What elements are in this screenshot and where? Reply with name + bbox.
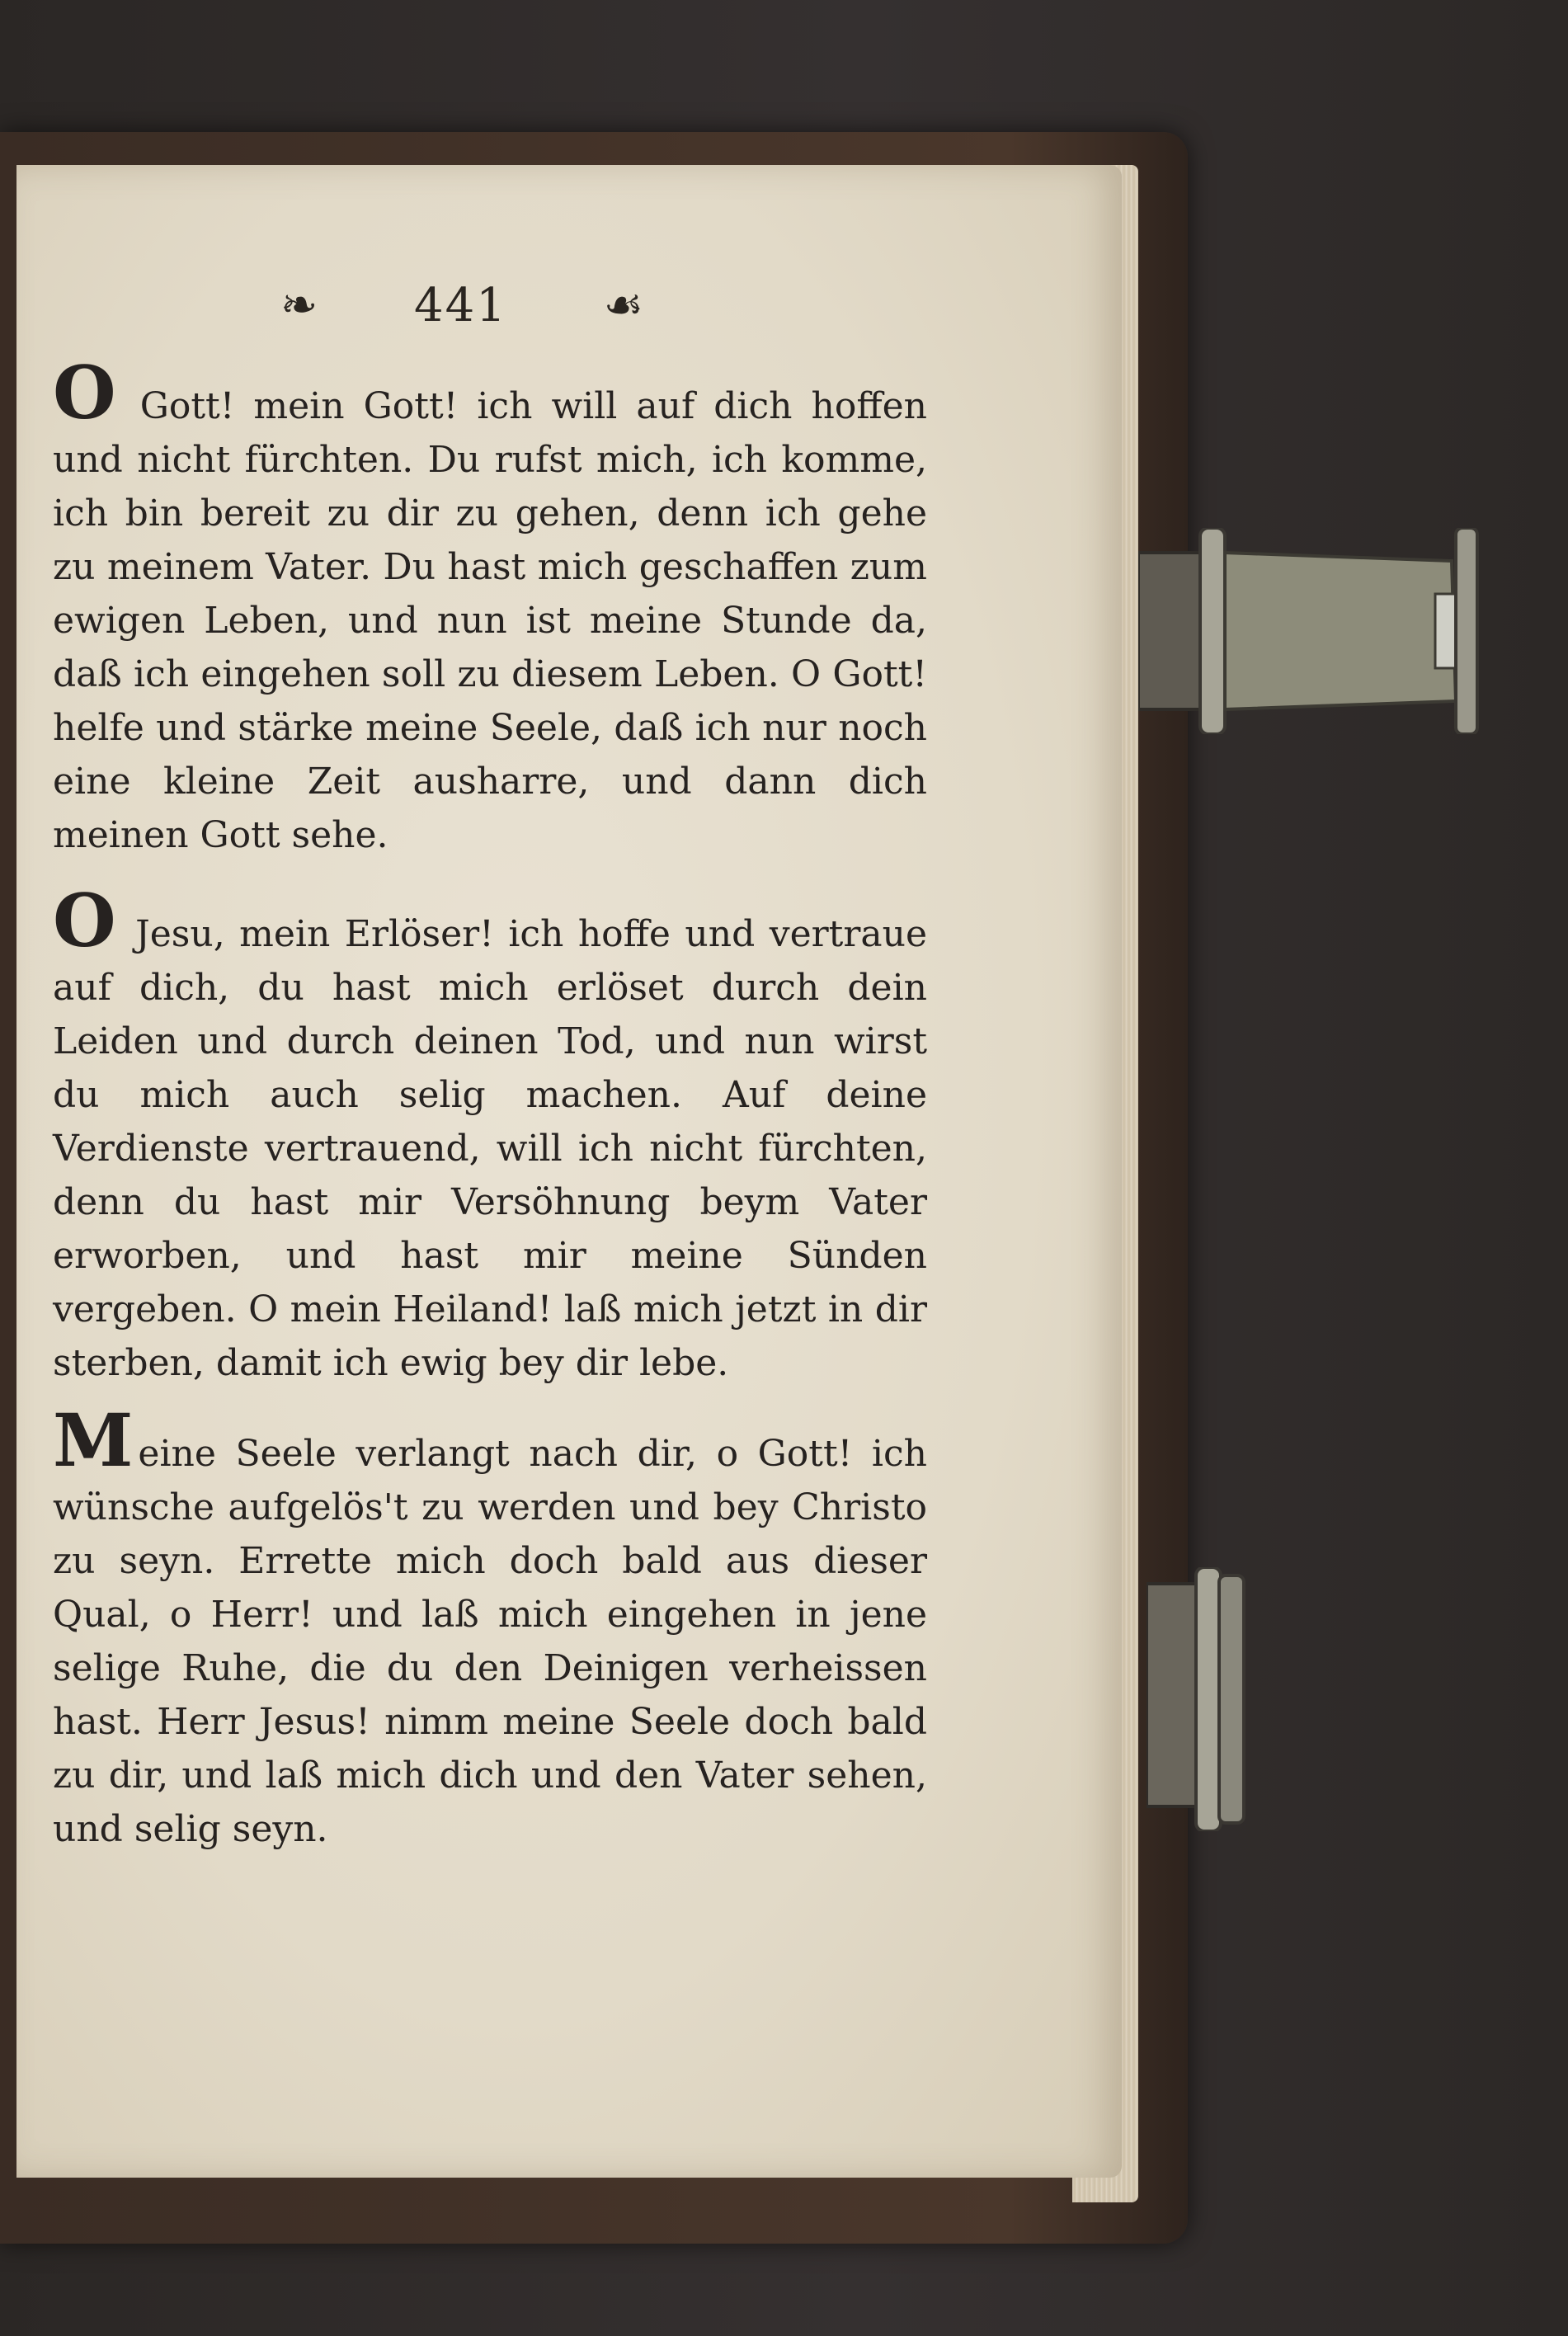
paragraph-3 [53,1397,927,1856]
bottom-clasp-icon [1147,1567,1262,1831]
paragraph-1 [53,350,927,862]
left-ornament-icon: ❧ [280,279,318,331]
paragraph-text: eine Seele verlangt nach dir, o Gott! ich wünsche aufgelös't zu werden und bey Christo zu seyn. Errette mich doch bald aus dieser Qual, o Herr! und laß mich eingehen in jene selige Ruhe, die du den Deinigen verheissen hast. Herr Jesus! nimm meine Seele doch bald zu dir, und laß mich dich und den Vater sehen, und selig seyn. [53,1433,927,1850]
right-ornament-icon: ☙ [603,279,643,331]
page-number: 441 [413,278,507,332]
drop-cap: O [53,350,116,436]
top-clasp-icon [1138,528,1485,734]
drop-cap: O [53,878,116,963]
paragraph-2 [53,878,927,1390]
paragraph-text: Gott! mein Gott! ich will auf dich hoffen und nicht fürchten. Du rufst mich, ich komme, ich bin bereit zu dir zu gehen, denn ich gehe zu meinem Vater. Du hast mich geschaffen zum ewigen Leben, und nun ist meine Stunde da, daß ich eingehen soll zu diesem Leben. O Gott! helfe und stärke meine Seele, daß ich nur noch eine kleine Zeit ausharre, und dann dich meinen Gott sehe. [53,385,927,856]
page-header [280,272,643,338]
paragraph-text: Jesu, mein Erlöser! ich hoffe und vertraue auf dich, du hast mich erlöset durch dein Leiden und durch deinen Tod, und nun wirst du mich auch selig machen. Auf deine Verdienste vertrauend, will ich nicht fürchten, denn du hast mir Versöhnung beym Vater erworben, und hast mir meine Sünden vergeben. O mein Heiland! laß mich jetzt in dir sterben, damit ich ewig bey dir lebe. [53,913,927,1384]
drop-cap: M [53,1397,134,1483]
